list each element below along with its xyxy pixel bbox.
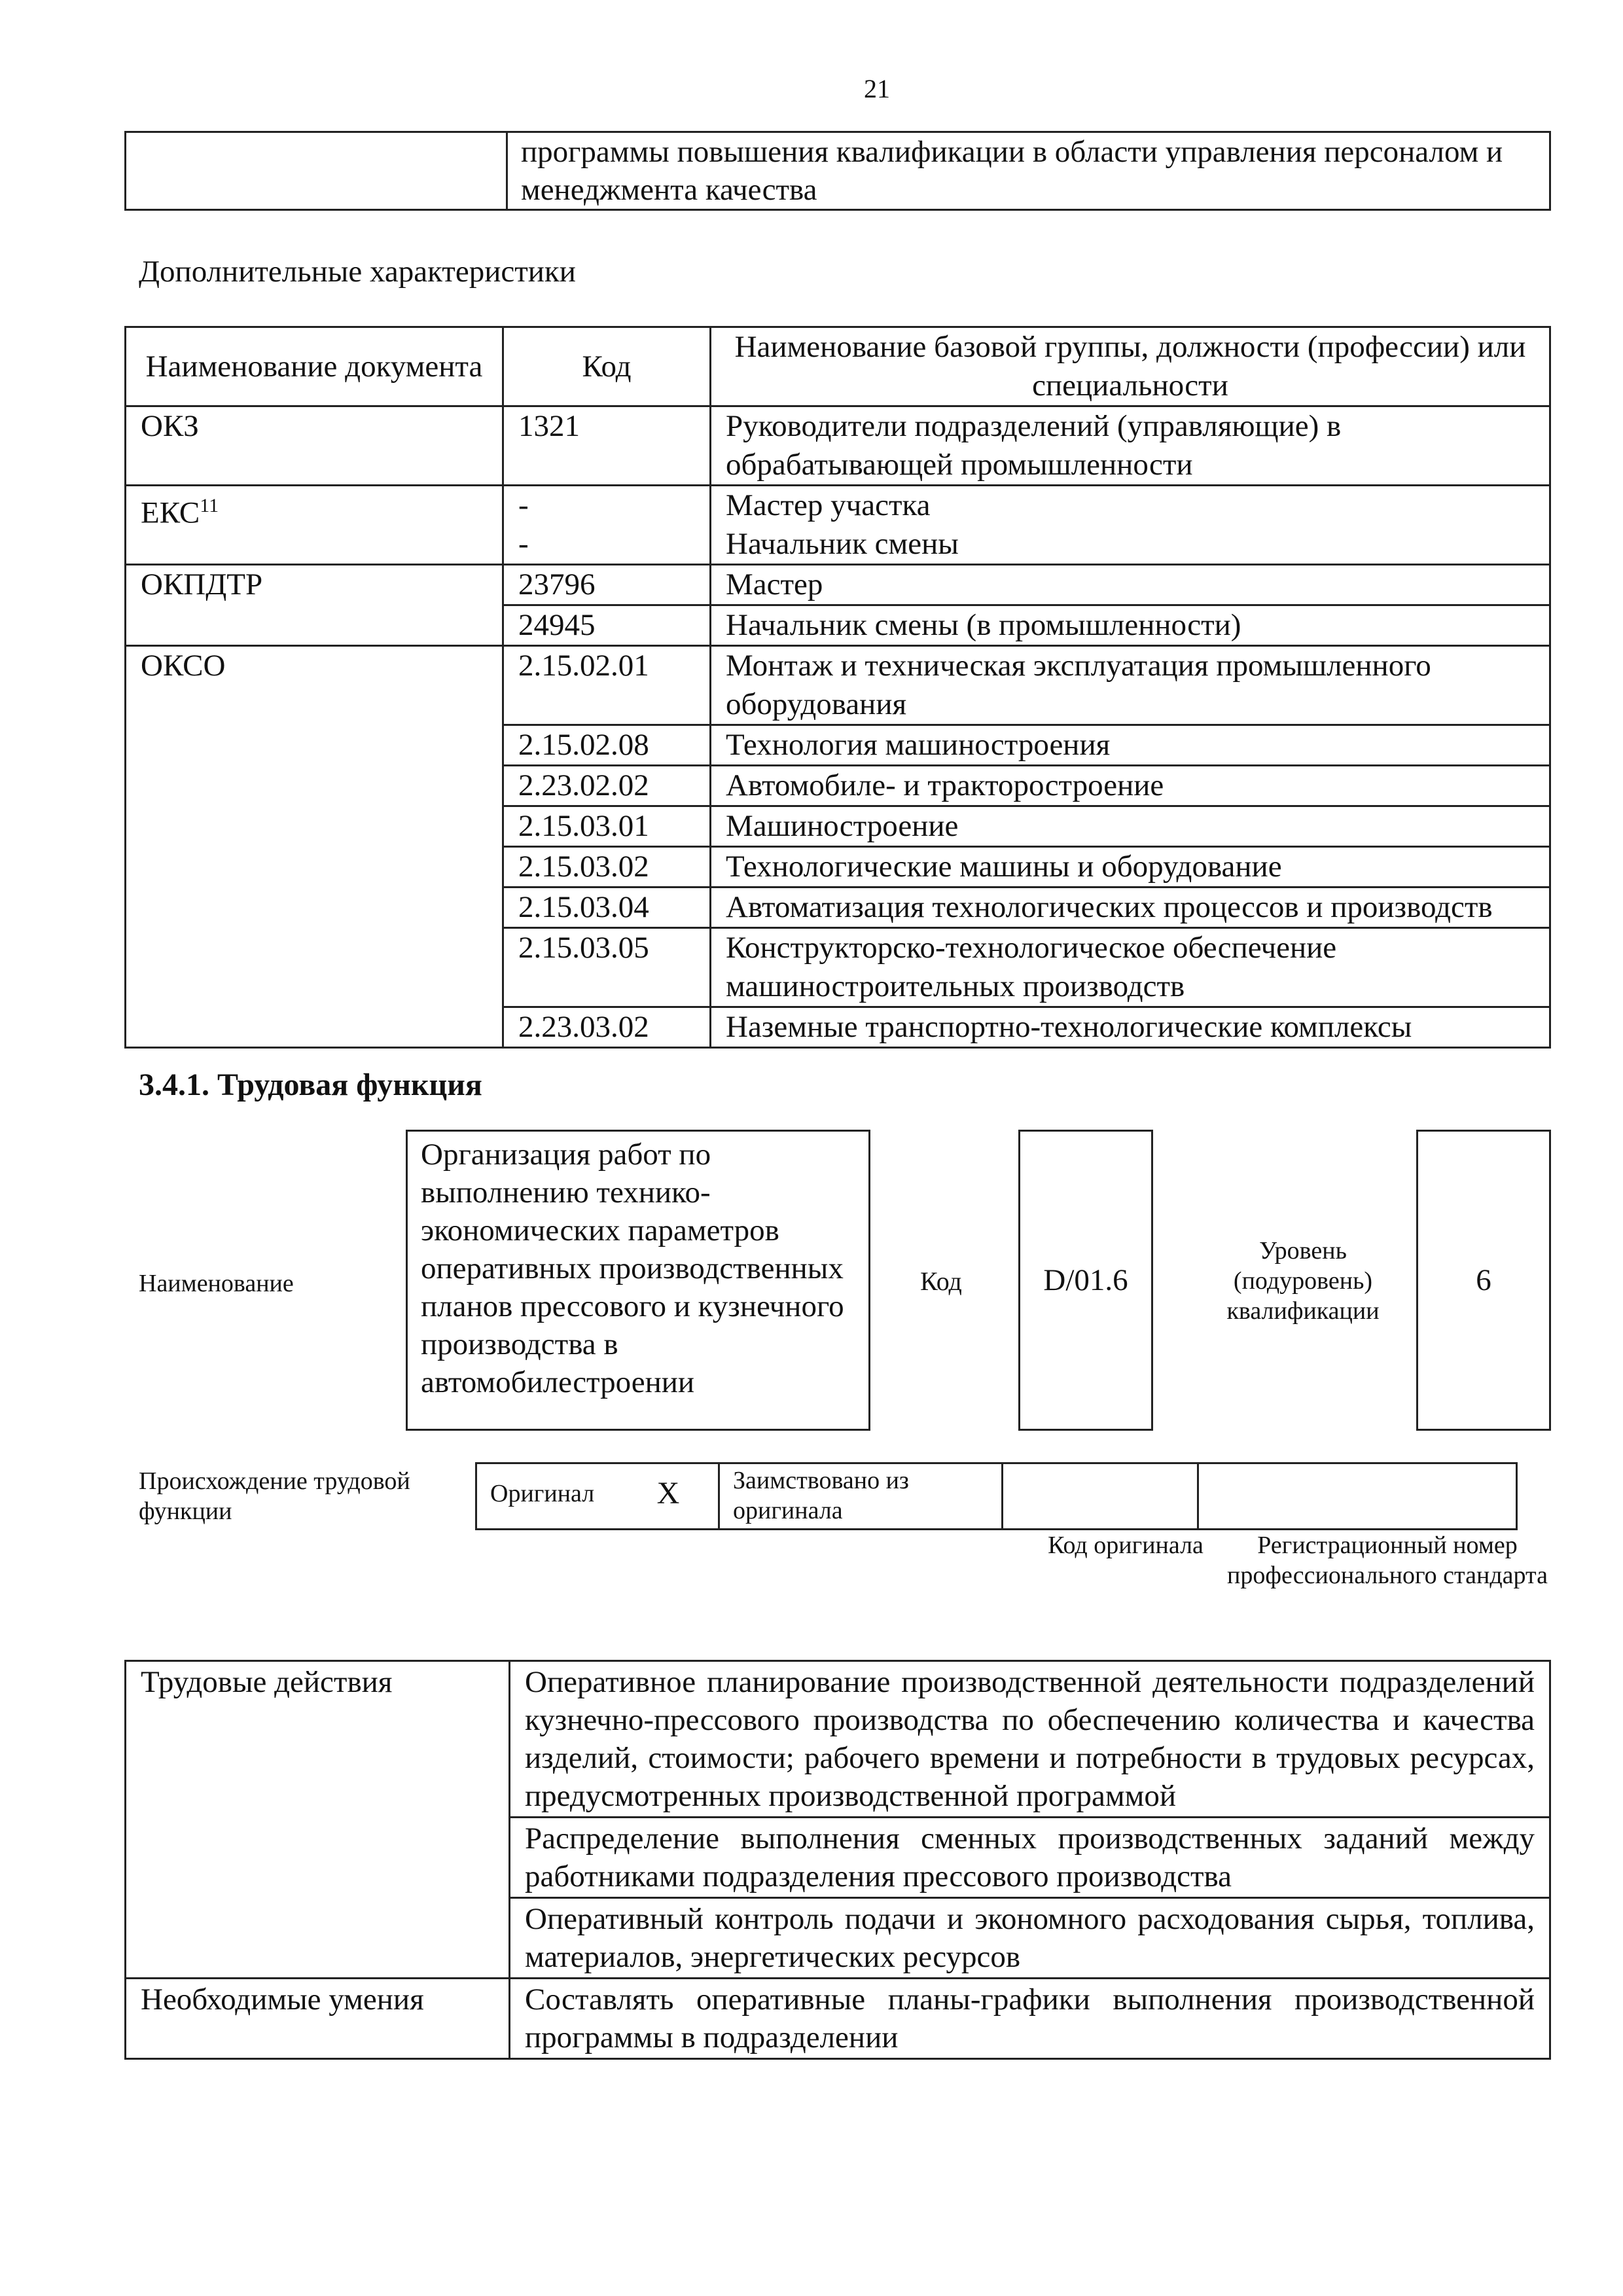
- skill-item: Составлять оперативные планы-графики выполнения производственной программы в подразделении: [510, 1979, 1550, 2059]
- labor-function-name: Организация работ по выполнению технико-экономических параметров оперативных производственных планов прессового и кузнечного производства в автомобилестроении: [406, 1130, 870, 1431]
- doc-okso: ОКСО: [126, 646, 503, 1048]
- page-number: 21: [864, 74, 890, 103]
- code-cell: 2.15.03.02: [503, 847, 711, 888]
- name-line: Мастер участка: [726, 488, 931, 522]
- doc-okz: ОКЗ: [126, 406, 503, 486]
- name-cell: [711, 486, 1550, 565]
- level-value: 6: [1476, 1263, 1491, 1297]
- table-header-row: [126, 327, 1550, 406]
- footnote-ref: 11: [200, 495, 219, 516]
- name-cell: Наземные транспортно-технологические комплексы: [711, 1007, 1550, 1048]
- table-row: [126, 1661, 1550, 1818]
- continued-text: программы повышения квалификации в области управления персоналом и менеджмента качества: [507, 132, 1550, 210]
- code-cell: [503, 486, 711, 565]
- name-cell: Начальник смены (в промышленности): [711, 605, 1550, 646]
- origin-table: [475, 1462, 1518, 1530]
- table-row: [476, 1463, 1517, 1530]
- registration-number-label: Регистрационный номер профессионального стандарта: [1227, 1532, 1548, 1589]
- borrowed-cell: Заимствовано из оригинала: [719, 1463, 1003, 1530]
- code-cell: 2.15.03.01: [503, 806, 711, 847]
- labor-action: Оперативное планирование производственной деятельности подразделений кузнечно-прессового производства по обеспечению количества и качества изделий, стоимости; рабочего времени и потребности в трудовых ресурсах, предусмотренных производственной программой: [510, 1661, 1550, 1818]
- name-label: Наименование: [139, 1270, 294, 1297]
- code-cell: 2.15.02.08: [503, 725, 711, 766]
- labor-function-code: [1018, 1130, 1153, 1431]
- empty-cell: [126, 132, 507, 210]
- name-line: Начальник смены: [726, 527, 959, 561]
- doc-eks-text: ЕКС: [141, 495, 200, 530]
- code-cell: 2.15.03.05: [503, 928, 711, 1007]
- name-cell: Монтаж и техническая эксплуатация промышленного оборудования: [711, 646, 1550, 725]
- original-mark: X: [618, 1463, 719, 1530]
- code-value: D/01.6: [1043, 1263, 1128, 1297]
- name-cell: Автоматизация технологических процессов и производств: [711, 888, 1550, 928]
- name-cell: Автомобиле- и тракторостроение: [711, 766, 1550, 806]
- table-row: [126, 486, 1550, 565]
- table-row: [126, 1979, 1550, 2059]
- name-cell: Машиностроение: [711, 806, 1550, 847]
- header-name: Наименование базовой группы, должности (профессии) или специальности: [711, 327, 1550, 406]
- registration-number-cell: [1198, 1463, 1517, 1530]
- code-cell: 1321: [503, 406, 711, 486]
- code-cell: 24945: [503, 605, 711, 646]
- name-cell: Конструкторско-технологическое обеспечение машиностроительных производств: [711, 928, 1550, 1007]
- additional-characteristics-table: [124, 326, 1551, 1049]
- table-row: [126, 132, 1550, 210]
- doc-eks: [126, 486, 503, 565]
- code-cell: 23796: [503, 565, 711, 605]
- origin-label: Происхождение трудовой функции: [139, 1467, 410, 1525]
- original-cell: Оригинал: [476, 1463, 619, 1530]
- table-row: [126, 406, 1550, 486]
- name-cell: Мастер: [711, 565, 1550, 605]
- code-label: Код: [920, 1266, 962, 1296]
- code-line: -: [518, 488, 529, 522]
- table-row: [126, 646, 1550, 725]
- skills-label: Необходимые умения: [126, 1979, 510, 2059]
- code-line: -: [518, 527, 529, 561]
- name-cell: Технология машиностроения: [711, 725, 1550, 766]
- code-cell: 2.23.02.02: [503, 766, 711, 806]
- code-cell: 2.15.02.01: [503, 646, 711, 725]
- name-cell: Руководители подразделений (управляющие) в обрабатывающей промышленности: [711, 406, 1550, 486]
- code-cell: 2.23.03.02: [503, 1007, 711, 1048]
- continued-table: [124, 131, 1551, 211]
- table-row: [126, 565, 1550, 605]
- additional-characteristics-title: Дополнительные характеристики: [139, 255, 576, 289]
- labor-action: Оперативный контроль подачи и экономного расходования сырья, топлива, материалов, энергетических ресурсов: [510, 1898, 1550, 1979]
- header-code: Код: [503, 327, 711, 406]
- doc-okpdtr: ОКПДТР: [126, 565, 503, 646]
- code-cell: 2.15.03.04: [503, 888, 711, 928]
- header-doc: Наименование документа: [126, 327, 503, 406]
- labor-function-heading: 3.4.1. Трудовая функция: [139, 1067, 482, 1102]
- labor-action: Распределение выполнения сменных производственных заданий между работниками подразделения прессового производства: [510, 1818, 1550, 1898]
- name-cell: Технологические машины и оборудование: [711, 847, 1550, 888]
- qualification-level: [1416, 1130, 1551, 1431]
- labor-actions-label: Трудовые действия: [126, 1661, 510, 1979]
- qualification-level-label: Уровень (подуровень) квалификации: [1226, 1237, 1380, 1325]
- labor-actions-table: [124, 1660, 1551, 2060]
- original-code-cell: [1003, 1463, 1198, 1530]
- original-code-label: Код оригинала: [1048, 1532, 1204, 1559]
